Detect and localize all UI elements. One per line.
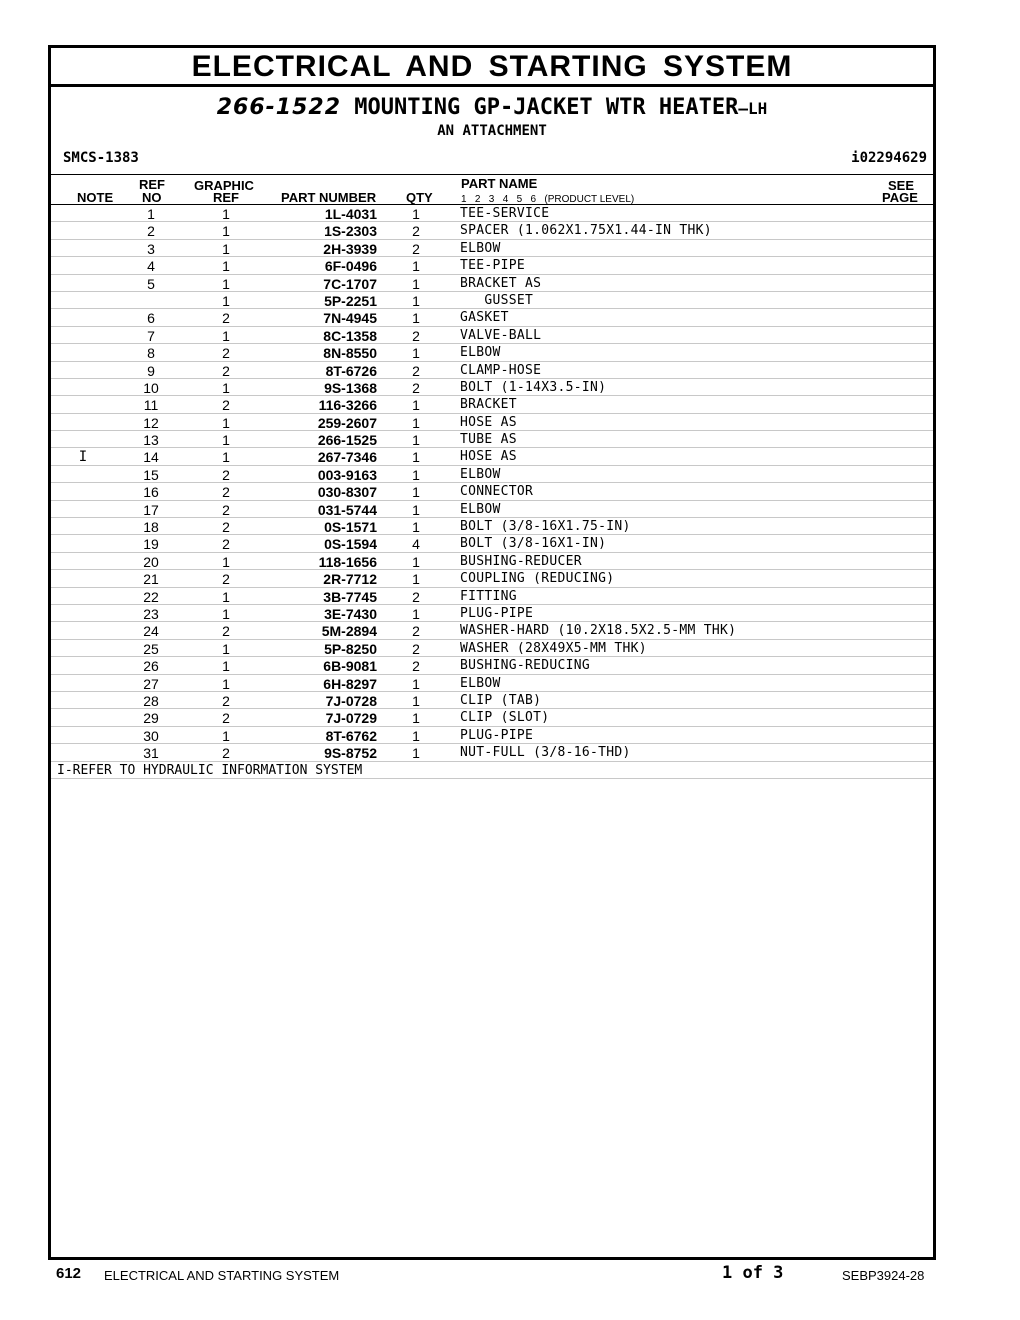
part-number-cell: 8C-1358 xyxy=(323,327,377,344)
qty-cell: 2 xyxy=(412,588,420,605)
graphic-ref-cell: 1 xyxy=(222,640,230,657)
col-see-top: SEE xyxy=(888,178,915,193)
qty-cell: 1 xyxy=(412,501,420,518)
col-part-name: PART NAME xyxy=(461,176,538,191)
part-number-cell: 5P-8250 xyxy=(324,640,377,657)
footnote-text: I-REFER TO HYDRAULIC INFORMATION SYSTEM xyxy=(57,762,363,778)
ref-no-cell: 31 xyxy=(143,745,159,762)
ref-no-cell: 30 xyxy=(143,727,159,744)
qty-cell: 1 xyxy=(412,397,420,414)
part-number-cell: 0S-1594 xyxy=(324,536,377,553)
footer-page-number: 612 xyxy=(56,1265,82,1282)
ref-no-cell: 17 xyxy=(143,501,159,518)
qty-cell: 1 xyxy=(412,449,420,466)
table-row xyxy=(51,205,933,222)
graphic-ref-cell: 2 xyxy=(222,536,230,553)
graphic-ref-cell: 1 xyxy=(222,292,230,309)
graphic-ref-cell: 1 xyxy=(222,727,230,744)
col-ref-top: REF xyxy=(139,177,165,192)
table-row xyxy=(51,622,933,639)
qty-cell: 2 xyxy=(412,640,420,657)
part-name-cell: CLIP (SLOT) xyxy=(460,710,550,726)
table-row xyxy=(51,466,933,483)
graphic-ref-cell: 1 xyxy=(222,588,230,605)
qty-cell: 1 xyxy=(412,414,420,431)
part-name-cell: CLAMP-HOSE xyxy=(460,362,542,378)
illustration-reference: i02294629 xyxy=(851,150,927,166)
part-name-cell: BRACKET xyxy=(460,397,517,413)
ref-no-cell: 7 xyxy=(147,327,155,344)
qty-cell: 2 xyxy=(412,379,420,396)
ref-no-cell: 22 xyxy=(143,588,159,605)
qty-cell: 2 xyxy=(412,240,420,257)
ref-no-cell: 12 xyxy=(143,414,159,431)
parts-table xyxy=(51,205,933,779)
col-see-bottom: PAGE xyxy=(882,190,918,205)
col-qty: QTY xyxy=(406,190,433,205)
qty-cell: 1 xyxy=(412,710,420,727)
graphic-ref-cell: 1 xyxy=(222,553,230,570)
graphic-ref-cell: 2 xyxy=(222,345,230,362)
part-number-cell: 3E-7430 xyxy=(324,605,377,622)
qty-cell: 1 xyxy=(412,727,420,744)
part-name-cell: WASHER (28X49X5-MM THK) xyxy=(460,640,647,656)
part-number-cell: 267-7346 xyxy=(317,449,377,466)
part-number-cell: 0S-1571 xyxy=(324,519,377,536)
table-row xyxy=(51,379,933,396)
ref-no-cell: 14 xyxy=(143,449,159,466)
ref-no-cell: 18 xyxy=(143,519,159,536)
part-number-cell: 1L-4031 xyxy=(324,206,377,222)
qty-cell: 2 xyxy=(412,658,420,675)
table-row xyxy=(51,570,933,587)
part-name-cell: NUT-FULL (3/8-16-THD) xyxy=(460,745,631,761)
qty-cell: 1 xyxy=(412,519,420,536)
part-name-cell: COUPLING (REDUCING) xyxy=(460,571,615,587)
part-name-cell: BOLT (1-14X3.5-IN) xyxy=(460,379,607,395)
graphic-ref-cell: 2 xyxy=(222,692,230,709)
ref-no-cell: 15 xyxy=(143,466,159,483)
qty-cell: 1 xyxy=(412,275,420,292)
qty-cell: 2 xyxy=(412,223,420,240)
table-row xyxy=(51,727,933,744)
part-name-cell: ELBOW xyxy=(460,675,501,691)
part-number-cell: 7N-4945 xyxy=(323,310,377,327)
part-number-cell: 2R-7712 xyxy=(323,571,377,588)
graphic-ref-cell: 2 xyxy=(222,362,230,379)
part-name-cell: GUSSET xyxy=(460,292,534,308)
ref-no-cell: 29 xyxy=(143,710,159,727)
qty-cell: 1 xyxy=(412,432,420,449)
part-name-cell: FITTING xyxy=(460,588,517,604)
ref-no-cell: 20 xyxy=(143,553,159,570)
footer-page-of: 1 of 3 xyxy=(722,1263,784,1283)
part-number-cell: 7J-0728 xyxy=(325,692,377,709)
header-top-rule xyxy=(51,174,933,175)
table-row xyxy=(51,240,933,257)
table-row xyxy=(51,448,933,465)
part-number-cell: 8T-6726 xyxy=(325,362,377,379)
group-name: MOUNTING GP-JACKET WTR HEATER xyxy=(354,95,739,120)
table-row xyxy=(51,657,933,674)
part-number-cell: 003-9163 xyxy=(317,466,377,483)
table-row xyxy=(51,327,933,344)
qty-cell: 1 xyxy=(412,571,420,588)
table-row xyxy=(51,605,933,622)
part-name-cell: SPACER (1.062X1.75X1.44-IN THK) xyxy=(460,223,712,239)
footnote-row xyxy=(51,762,933,779)
qty-cell: 4 xyxy=(412,536,420,553)
qty-cell: 1 xyxy=(412,553,420,570)
part-number-cell: 7C-1707 xyxy=(323,275,377,292)
col-graphic-top: GRAPHIC xyxy=(194,178,254,193)
part-number-cell: 031-5744 xyxy=(317,501,377,518)
graphic-ref-cell: 1 xyxy=(222,379,230,396)
part-name-cell: TEE-SERVICE xyxy=(460,206,550,221)
page-frame xyxy=(48,45,936,1260)
qty-cell: 1 xyxy=(412,345,420,362)
ref-no-cell: 21 xyxy=(143,571,159,588)
qty-cell: 1 xyxy=(412,692,420,709)
qty-cell: 1 xyxy=(412,466,420,483)
ref-no-cell: 16 xyxy=(143,484,159,501)
table-row xyxy=(51,483,933,500)
ref-no-cell: 6 xyxy=(147,310,155,327)
part-number-cell: 5P-2251 xyxy=(324,292,377,309)
graphic-ref-cell: 1 xyxy=(222,449,230,466)
part-number-cell: 8T-6762 xyxy=(325,727,377,744)
graphic-ref-cell: 1 xyxy=(222,275,230,292)
graphic-ref-cell: 2 xyxy=(222,745,230,762)
section-title: ELECTRICAL AND STARTING SYSTEM xyxy=(51,48,933,87)
col-note: NOTE xyxy=(77,190,114,205)
table-row xyxy=(51,640,933,657)
qty-cell: 2 xyxy=(412,327,420,344)
table-row xyxy=(51,744,933,761)
part-name-cell: ELBOW xyxy=(460,345,501,361)
footer-section: ELECTRICAL AND STARTING SYSTEM xyxy=(104,1268,340,1283)
ref-no-cell: 1 xyxy=(147,206,155,222)
part-number-cell: 259-2607 xyxy=(317,414,377,431)
ref-no-cell: 8 xyxy=(147,345,155,362)
part-number-cell: 118-1656 xyxy=(318,553,377,570)
ref-no-cell: 19 xyxy=(143,536,159,553)
ref-no-cell: 3 xyxy=(147,240,155,257)
ref-no-cell: 28 xyxy=(143,692,159,709)
qty-cell: 2 xyxy=(412,623,420,640)
part-name-cell: BOLT (3/8-16X1-IN) xyxy=(460,536,607,552)
qty-cell: 1 xyxy=(412,605,420,622)
table-row xyxy=(51,414,933,431)
col-part-number: PART NUMBER xyxy=(281,190,377,205)
part-name-cell: BOLT (3/8-16X1.75-IN) xyxy=(460,519,631,535)
graphic-ref-cell: 1 xyxy=(222,258,230,275)
part-number-cell: 116-3266 xyxy=(318,397,377,414)
part-number-cell: 6H-8297 xyxy=(323,675,377,692)
graphic-ref-cell: 2 xyxy=(222,397,230,414)
part-name-cell: GASKET xyxy=(460,310,509,326)
table-row xyxy=(51,344,933,361)
col-graphic-bottom: REF xyxy=(213,190,239,205)
product-levels: 1 2 3 4 5 6 (PRODUCT LEVEL) xyxy=(461,194,635,205)
ref-no-cell: 9 xyxy=(147,362,155,379)
graphic-ref-cell: 1 xyxy=(222,414,230,431)
graphic-ref-cell: 2 xyxy=(222,310,230,327)
table-row xyxy=(51,501,933,518)
part-name-cell: CONNECTOR xyxy=(460,484,534,500)
graphic-ref-cell: 1 xyxy=(222,658,230,675)
part-name-cell: PLUG-PIPE xyxy=(460,605,534,621)
qty-cell: 2 xyxy=(412,362,420,379)
part-number-cell: 7J-0729 xyxy=(325,710,377,727)
part-name-cell: WASHER-HARD (10.2X18.5X2.5-MM THK) xyxy=(460,623,737,639)
ref-no-cell: 4 xyxy=(147,258,155,275)
part-name-cell: ELBOW xyxy=(460,240,501,256)
table-row xyxy=(51,222,933,239)
ref-no-cell: 26 xyxy=(143,658,159,675)
part-name-cell: ELBOW xyxy=(460,501,501,517)
ref-no-cell: 23 xyxy=(143,605,159,622)
part-name-cell: BRACKET AS xyxy=(460,275,542,291)
part-number-cell: 5M-2894 xyxy=(321,623,377,640)
qty-cell: 1 xyxy=(412,484,420,501)
group-number: 266-1522 xyxy=(216,95,342,120)
ref-no-cell: 27 xyxy=(143,675,159,692)
part-number-cell: 8N-8550 xyxy=(323,345,377,362)
ref-no-cell: 13 xyxy=(143,432,159,449)
part-name-cell: HOSE AS xyxy=(460,449,517,465)
graphic-ref-cell: 2 xyxy=(222,623,230,640)
graphic-ref-cell: 1 xyxy=(222,432,230,449)
part-name-cell: VALVE-BALL xyxy=(460,327,542,343)
graphic-ref-cell: 1 xyxy=(222,223,230,240)
ref-no-cell: 10 xyxy=(143,379,159,396)
table-row xyxy=(51,431,933,448)
part-number-cell: 1S-2303 xyxy=(324,223,377,240)
part-name-cell: HOSE AS xyxy=(460,414,517,430)
table-row xyxy=(51,518,933,535)
part-number-cell: 266-1525 xyxy=(317,432,377,449)
graphic-ref-cell: 2 xyxy=(222,710,230,727)
graphic-ref-cell: 1 xyxy=(222,240,230,257)
part-name-cell: BUSHING-REDUCING xyxy=(460,658,591,674)
part-number-cell: 030-8307 xyxy=(317,484,377,501)
graphic-ref-cell: 1 xyxy=(222,675,230,692)
part-name-cell: ELBOW xyxy=(460,466,501,482)
table-row xyxy=(51,675,933,692)
qty-cell: 1 xyxy=(412,258,420,275)
graphic-ref-cell: 2 xyxy=(222,484,230,501)
table-row xyxy=(51,396,933,413)
table-row xyxy=(51,692,933,709)
graphic-ref-cell: 2 xyxy=(222,571,230,588)
table-row xyxy=(51,588,933,605)
part-number-cell: 9S-1368 xyxy=(324,379,377,396)
note-cell: I xyxy=(78,449,88,466)
graphic-ref-cell: 1 xyxy=(222,206,230,222)
part-name-cell: BUSHING-REDUCER xyxy=(460,553,582,569)
col-ref-bottom: NO xyxy=(142,190,162,205)
part-name-cell: CLIP (TAB) xyxy=(460,692,542,708)
qty-cell: 1 xyxy=(412,745,420,762)
table-row xyxy=(51,709,933,726)
graphic-ref-cell: 2 xyxy=(222,466,230,483)
ref-no-cell: 24 xyxy=(143,623,159,640)
part-number-cell: 2H-3939 xyxy=(323,240,377,257)
table-row xyxy=(51,275,933,292)
parts-table-body xyxy=(51,205,933,762)
part-number-cell: 9S-8752 xyxy=(324,745,377,762)
table-row xyxy=(51,362,933,379)
ref-no-cell: 5 xyxy=(147,275,155,292)
ref-no-cell: 2 xyxy=(147,223,155,240)
part-name-cell: TEE-PIPE xyxy=(460,258,526,274)
part-number-cell: 6B-9081 xyxy=(323,658,377,675)
ref-no-cell: 25 xyxy=(143,640,159,657)
qty-cell: 1 xyxy=(412,206,420,222)
qty-cell: 1 xyxy=(412,310,420,327)
graphic-ref-cell: 1 xyxy=(222,327,230,344)
footer-document-id: SEBP3924-28 xyxy=(842,1268,925,1283)
qty-cell: 1 xyxy=(412,292,420,309)
smcs-code: SMCS-1383 xyxy=(63,150,139,166)
part-name-cell: TUBE AS xyxy=(460,432,517,448)
graphic-ref-cell: 2 xyxy=(222,519,230,536)
qty-cell: 1 xyxy=(412,675,420,692)
part-number-cell: 3B-7745 xyxy=(323,588,377,605)
part-name-cell: PLUG-PIPE xyxy=(460,727,534,743)
part-number-cell: 6F-0496 xyxy=(324,258,377,275)
table-row xyxy=(51,553,933,570)
graphic-ref-cell: 1 xyxy=(222,605,230,622)
table-row xyxy=(51,257,933,274)
ref-no-cell: 11 xyxy=(143,397,159,414)
table-row xyxy=(51,309,933,326)
graphic-ref-cell: 2 xyxy=(222,501,230,518)
table-row xyxy=(51,292,933,309)
table-row xyxy=(51,535,933,552)
group-title xyxy=(51,95,933,122)
group-subtitle: AN ATTACHMENT xyxy=(437,123,547,139)
group-suffix: —LH xyxy=(738,99,768,118)
